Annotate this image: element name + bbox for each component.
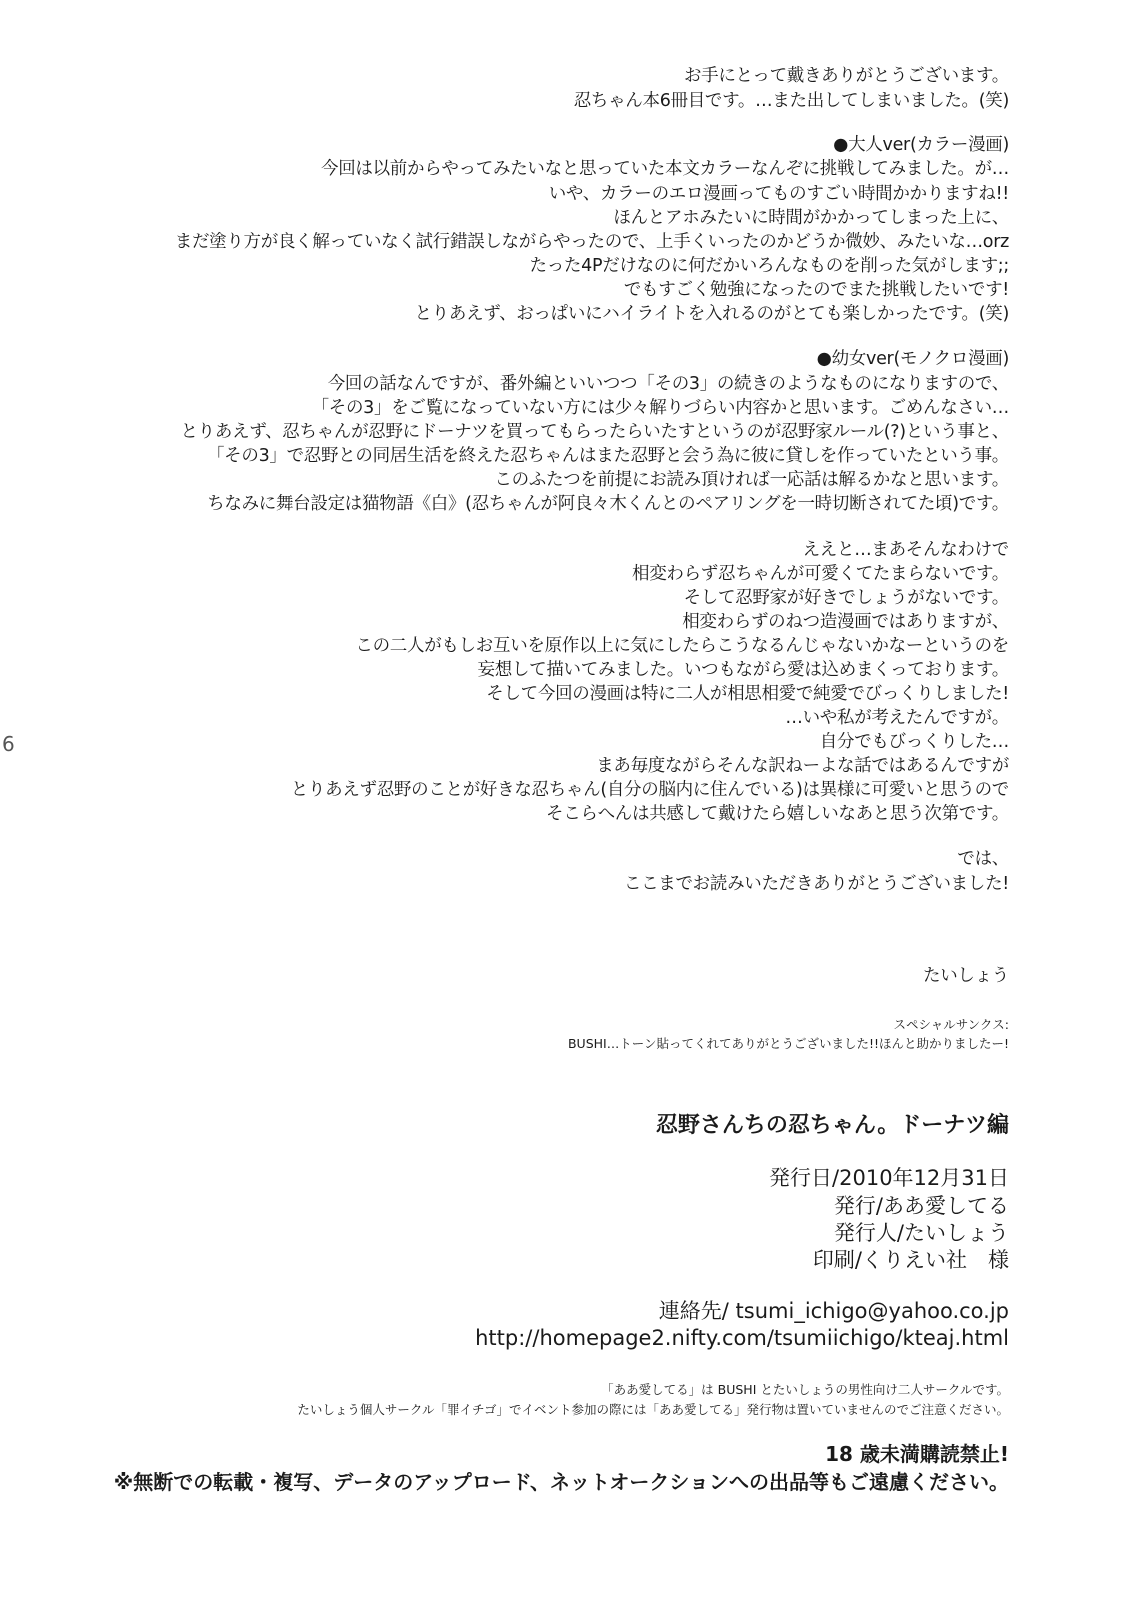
printer: 印刷/くりえい社 様: [812, 1248, 1009, 1272]
afterword-line: そして今回の漫画は特に二人が相思相愛で純愛でびっくりしました!: [486, 684, 1009, 704]
afterword-line: 「その3」で忍野との同居生活を終えた忍ちゃんはまた忍野と会う為に彼に貸しを作っていたという事。: [206, 446, 1009, 466]
afterword-line: 今回の話なんですが、番外編といいつつ「その3」の続きのようなものになりますので、: [327, 374, 1009, 394]
publisher: 発行/ああ愛してる: [833, 1194, 1009, 1218]
copyright-warning: ※無断での転載・複写、データのアップロード、ネットオークションへの出品等もご遠慮ください。: [113, 1470, 1009, 1494]
afterword-line: とりあえず忍野のことが好きな忍ちゃん(自分の脳内に住んでいる)は異様に可愛いと思うので: [290, 780, 1009, 800]
afterword-line: 妄想して描いてみました。いつもながら愛は込めまくっております。: [477, 660, 1009, 680]
contact: 連絡先/ tsumi_ichigo@yahoo.co.jp: [658, 1299, 1009, 1323]
afterword-line: 「その3」をご覧になっていない方には少々解りづらい内容かと思います。ごめんなさい…: [311, 398, 1009, 418]
afterword-line: 相変わらず忍ちゃんが可愛くてたまらないです。: [632, 564, 1009, 584]
page-number: 6: [2, 732, 15, 756]
special-thanks-heading: スペシャルサンクス:: [893, 1017, 1009, 1032]
issuer: 発行人/たいしょう: [833, 1221, 1009, 1245]
author-signature: たいしょう: [923, 966, 1009, 986]
afterword-line: では、: [957, 849, 1009, 869]
afterword-line: いや、カラーのエロ漫画ってものすごい時間かかりますね!!: [548, 184, 1009, 204]
afterword-line: この二人がもしお互いを原作以上に気にしたらこうなるんじゃないかなーというのを: [355, 636, 1009, 656]
afterword-line: ほんとアホみたいに時間がかかってしまった上に、: [613, 208, 1009, 228]
afterword-line: まあ毎度ながらそんな訳ねーよな話ではあるんですが: [596, 756, 1009, 776]
website-url: http://homepage2.nifty.com/tsumiichigo/kteaj.html: [475, 1326, 1009, 1350]
afterword-line: …いや私が考えたんですが。: [785, 708, 1009, 728]
afterword-line: ええと…まあそんなわけで: [802, 540, 1009, 560]
book-title: 忍野さんちの忍ちゃん。ドーナツ編: [655, 1113, 1009, 1138]
afterword-line: とりあえず、おっぱいにハイライトを入れるのがとても楽しかったです。(笑): [414, 304, 1009, 324]
age-warning: 18 歳未満購読禁止!: [825, 1442, 1009, 1466]
afterword-line: まだ塗り方が良く解っていなく試行錯誤しながらやったので、上手くいったのかどうか微妙、みたいな…orz: [174, 232, 1009, 252]
afterword-line: 自分でもびっくりした…: [819, 732, 1009, 752]
afterword-line: 相変わらずのねつ造漫画ではありますが、: [682, 612, 1009, 632]
afterword-line: ここまでお読みいただきありがとうございました!: [623, 874, 1009, 894]
afterword-line: 忍ちゃん本6冊目です。…また出してしまいました。(笑): [573, 91, 1009, 111]
afterword-line: そして忍野家が好きでしょうがないです。: [683, 588, 1009, 608]
special-thanks-text: BUSHI…トーン貼ってくれてありがとうございました!!ほんと助かりましたー!: [567, 1036, 1009, 1051]
afterword-line: とりあえず、忍ちゃんが忍野にドーナツを買ってもらったらいたすというのが忍野家ルール(?)という事と、: [180, 422, 1009, 442]
afterword-line: たった4Pだけなのに何だかいろんなものを削った気がします;;: [529, 256, 1009, 276]
afterword-line: そこらへんは共感して戴けたら嬉しいなあと思う次第です。: [546, 804, 1009, 824]
circle-note: 「ああ愛してる」は BUSHI とたいしょうの男性向け二人サークルです。: [601, 1382, 1009, 1397]
afterword-line: でもすごく勉強になったのでまた挑戦したいです!: [623, 280, 1009, 300]
afterword-line: お手にとって戴きありがとうございます。: [683, 66, 1009, 86]
afterword-line: ちなみに舞台設定は猫物語《白》(忍ちゃんが阿良々木くんとのペアリングを一時切断されてた頃)です。: [207, 494, 1009, 514]
section-heading: ●大人ver(カラー漫画): [833, 135, 1009, 155]
publish-date: 発行日/2010年12月31日: [769, 1166, 1009, 1190]
section-heading: ●幼女ver(モノクロ漫画): [816, 349, 1009, 369]
afterword-line: このふたつを前提にお読み頂ければ一応話は解るかなと思います。: [494, 470, 1009, 490]
afterword-line: 今回は以前からやってみたいなと思っていた本文カラーなんぞに挑戦してみました。が…: [321, 159, 1009, 179]
circle-note: たいしょう個人サークル「罪イチゴ」でイベント参加の際には「ああ愛してる」発行物は置いていませんのでご注意ください。: [297, 1402, 1009, 1417]
